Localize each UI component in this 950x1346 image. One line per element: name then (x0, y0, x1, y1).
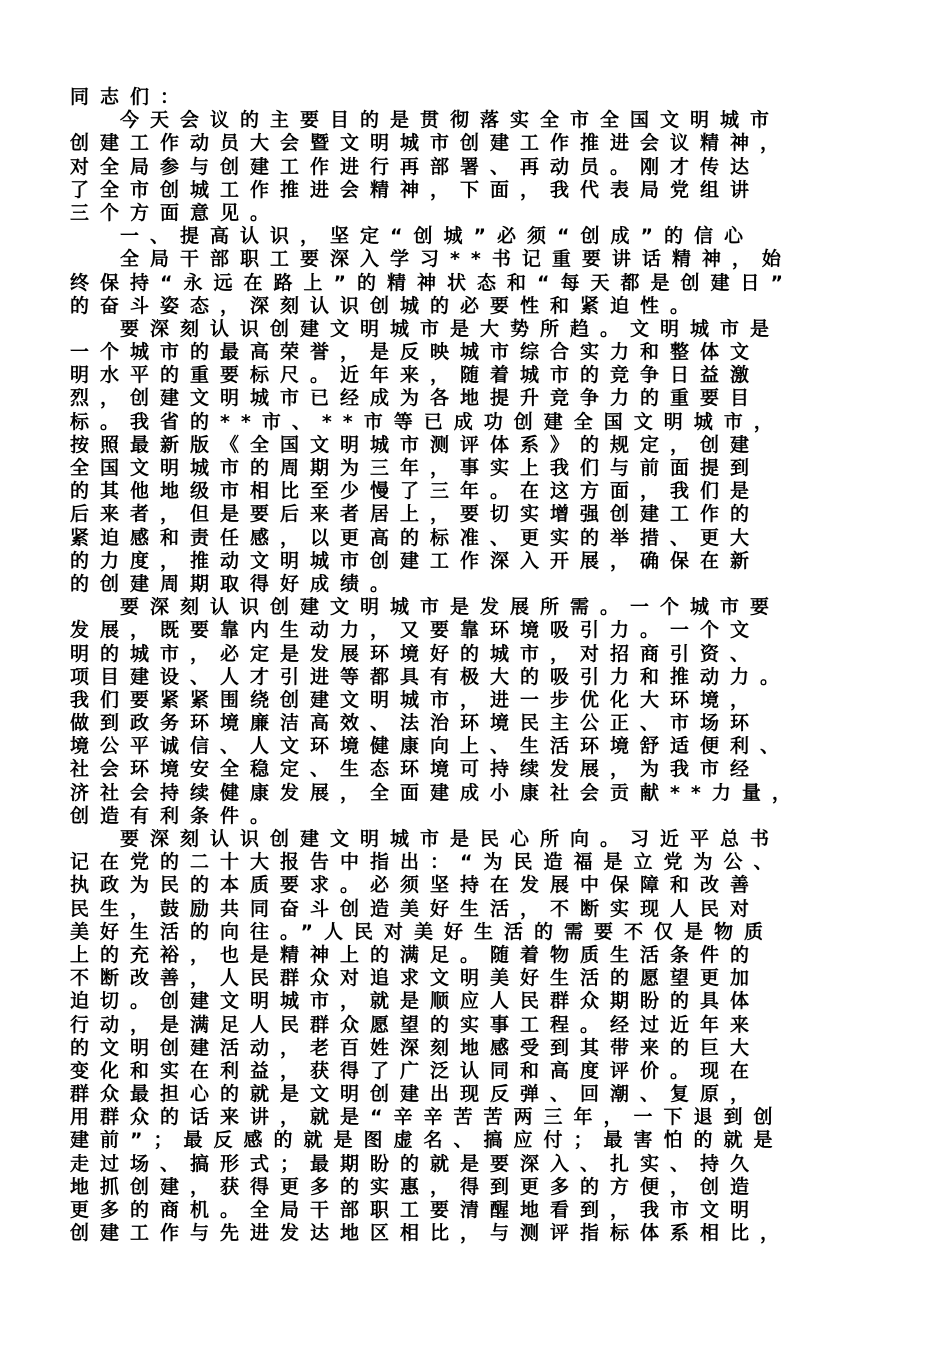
document-line: 建前”；最反感的就是图虚名、搞应付；最害怕的就是 (70, 1129, 784, 1152)
document-line: 迫切。创建文明城市，就是顺应人民群众期盼的具体 (70, 990, 761, 1013)
document-line: 项目建设、人才引进等都具有极大的吸引力和推动力。 (70, 665, 791, 688)
document-line: 的其他地级市相比至少慢了三年。在这方面，我们是 (70, 480, 761, 503)
document-line: 发展，既要靠内生动力，又要靠环境吸引力。一个文 (70, 619, 761, 642)
document-line: 记在党的二十大报告中指出：“为民造福是立党为公、 (70, 851, 784, 874)
document-line: 标。我省的**市、**市等已成功创建全国文明城市， (70, 410, 784, 433)
document-line: 美好生活的向往。”人民对美好生活的需要不仅是物质 (70, 920, 774, 943)
document-line: 的文明创建活动，老百姓深刻地感受到其带来的巨大 (70, 1036, 761, 1059)
document-line: 要深刻认识创建文明城市是大势所趋。文明城市是 (120, 317, 781, 340)
document-line: 的力度，推动文明城市创建工作深入开展，确保在新 (70, 549, 761, 572)
document-line: 创建工作与先进发达地区相比，与测评指标体系相比， (70, 1222, 791, 1245)
document-line: 境公平诚信、人文环境健康向上、生活环境舒适便利、 (70, 735, 791, 758)
document-line: 的创建周期取得好成绩。 (70, 572, 401, 595)
document-line: 我们要紧紧围绕创建文明城市，进一步优化大环境， (70, 688, 761, 711)
document-line: 按照最新版《全国文明城市测评体系》的规定，创建 (70, 433, 761, 456)
document-line: 对全局参与创建工作进行再部署、再动员。刚才传达 (70, 155, 761, 178)
document-line: 创造有利条件。 (70, 804, 281, 827)
document-line: 紧迫感和责任感，以更高的标准、更实的举措、更大 (70, 526, 761, 549)
document-line: 终保持“永远在路上”的精神状态和“每天都是创建日” (70, 271, 794, 294)
document-line: 一个城市的最高荣誉，是反映城市综合实力和整体文 (70, 341, 761, 364)
document-line: 明水平的重要标尺。近年来，随着城市的竞争日益激 (70, 364, 761, 387)
document-body (70, 86, 900, 1245)
document-line: 用群众的话来讲，就是“辛辛苦苦两三年，一下退到创 (70, 1106, 784, 1129)
document-line: 济社会持续健康发展，全面建成小康社会贡献**力量， (70, 781, 802, 804)
document-line: 要深刻认识创建文明城市是民心所向。习近平总书 (120, 828, 781, 850)
document-line: 地抓创建，获得更多的实惠，得到更多的方便，创造 (70, 1175, 761, 1198)
document-line: 变化和实在利益，获得了广泛认同和高度评价。现在 (70, 1059, 761, 1082)
document-line: 的奋斗姿态，深刻认识创城的必要性和紧迫性。 (70, 294, 701, 317)
document-line: 走过场、搞形式；最期盼的就是要深入、扎实、持久 (70, 1152, 761, 1175)
document-line: 群众最担心的就是文明创建出现反弹、回潮、复原， (70, 1083, 761, 1106)
document-line: 更多的商机。全局干部职工要清醒地看到，我市文明 (70, 1199, 761, 1221)
document-line: 一、提高认识，坚定“创城”必须“创成”的信心 (120, 225, 754, 248)
document-line: 执政为民的本质要求。必须坚持在发展中保障和改善 (70, 874, 761, 897)
document-line: 烈，创建文明城市已经成为各地提升竞争力的重要目 (70, 387, 761, 410)
document-line: 同志们： (70, 86, 191, 108)
document-line: 今天会议的主要目的是贯彻落实全市全国文明城市 (120, 109, 781, 132)
document-line: 做到政务环境廉洁高效、法治环境民主公正、市场环 (70, 712, 761, 735)
document-line: 行动，是满足人民群众愿望的实事工程。经过近年来 (70, 1013, 761, 1036)
document-line: 社会环境安全稳定、生态环境可持续发展，为我市经 (70, 758, 761, 781)
document-line: 三个方面意见。 (70, 201, 281, 224)
document-line: 不断改善，人民群众对追求文明美好生活的愿望更加 (70, 967, 761, 990)
document-line: 全局干部职工要深入学习**书记重要讲话精神，始 (120, 248, 792, 271)
document-line: 明的城市，必定是发展环境好的城市，对招商引资、 (70, 642, 761, 665)
document-line: 全国文明城市的周期为三年，事实上我们与前面提到 (70, 457, 761, 479)
document-line: 要深刻认识创建文明城市是发展所需。一个城市要 (120, 596, 781, 619)
document-line: 民生，鼓励共同奋斗创造美好生活，不断实现人民对 (70, 897, 761, 920)
document-line: 创建工作动员大会暨文明城市创建工作推进会议精神， (70, 132, 791, 155)
document-line: 了全市创城工作推进会精神，下面，我代表局党组讲 (70, 178, 761, 201)
document-line: 后来者，但是要后来者居上，要切实增强创建工作的 (70, 503, 761, 526)
document-line: 上的充裕，也是精神上的满足。随着物质生活条件的 (70, 943, 761, 966)
